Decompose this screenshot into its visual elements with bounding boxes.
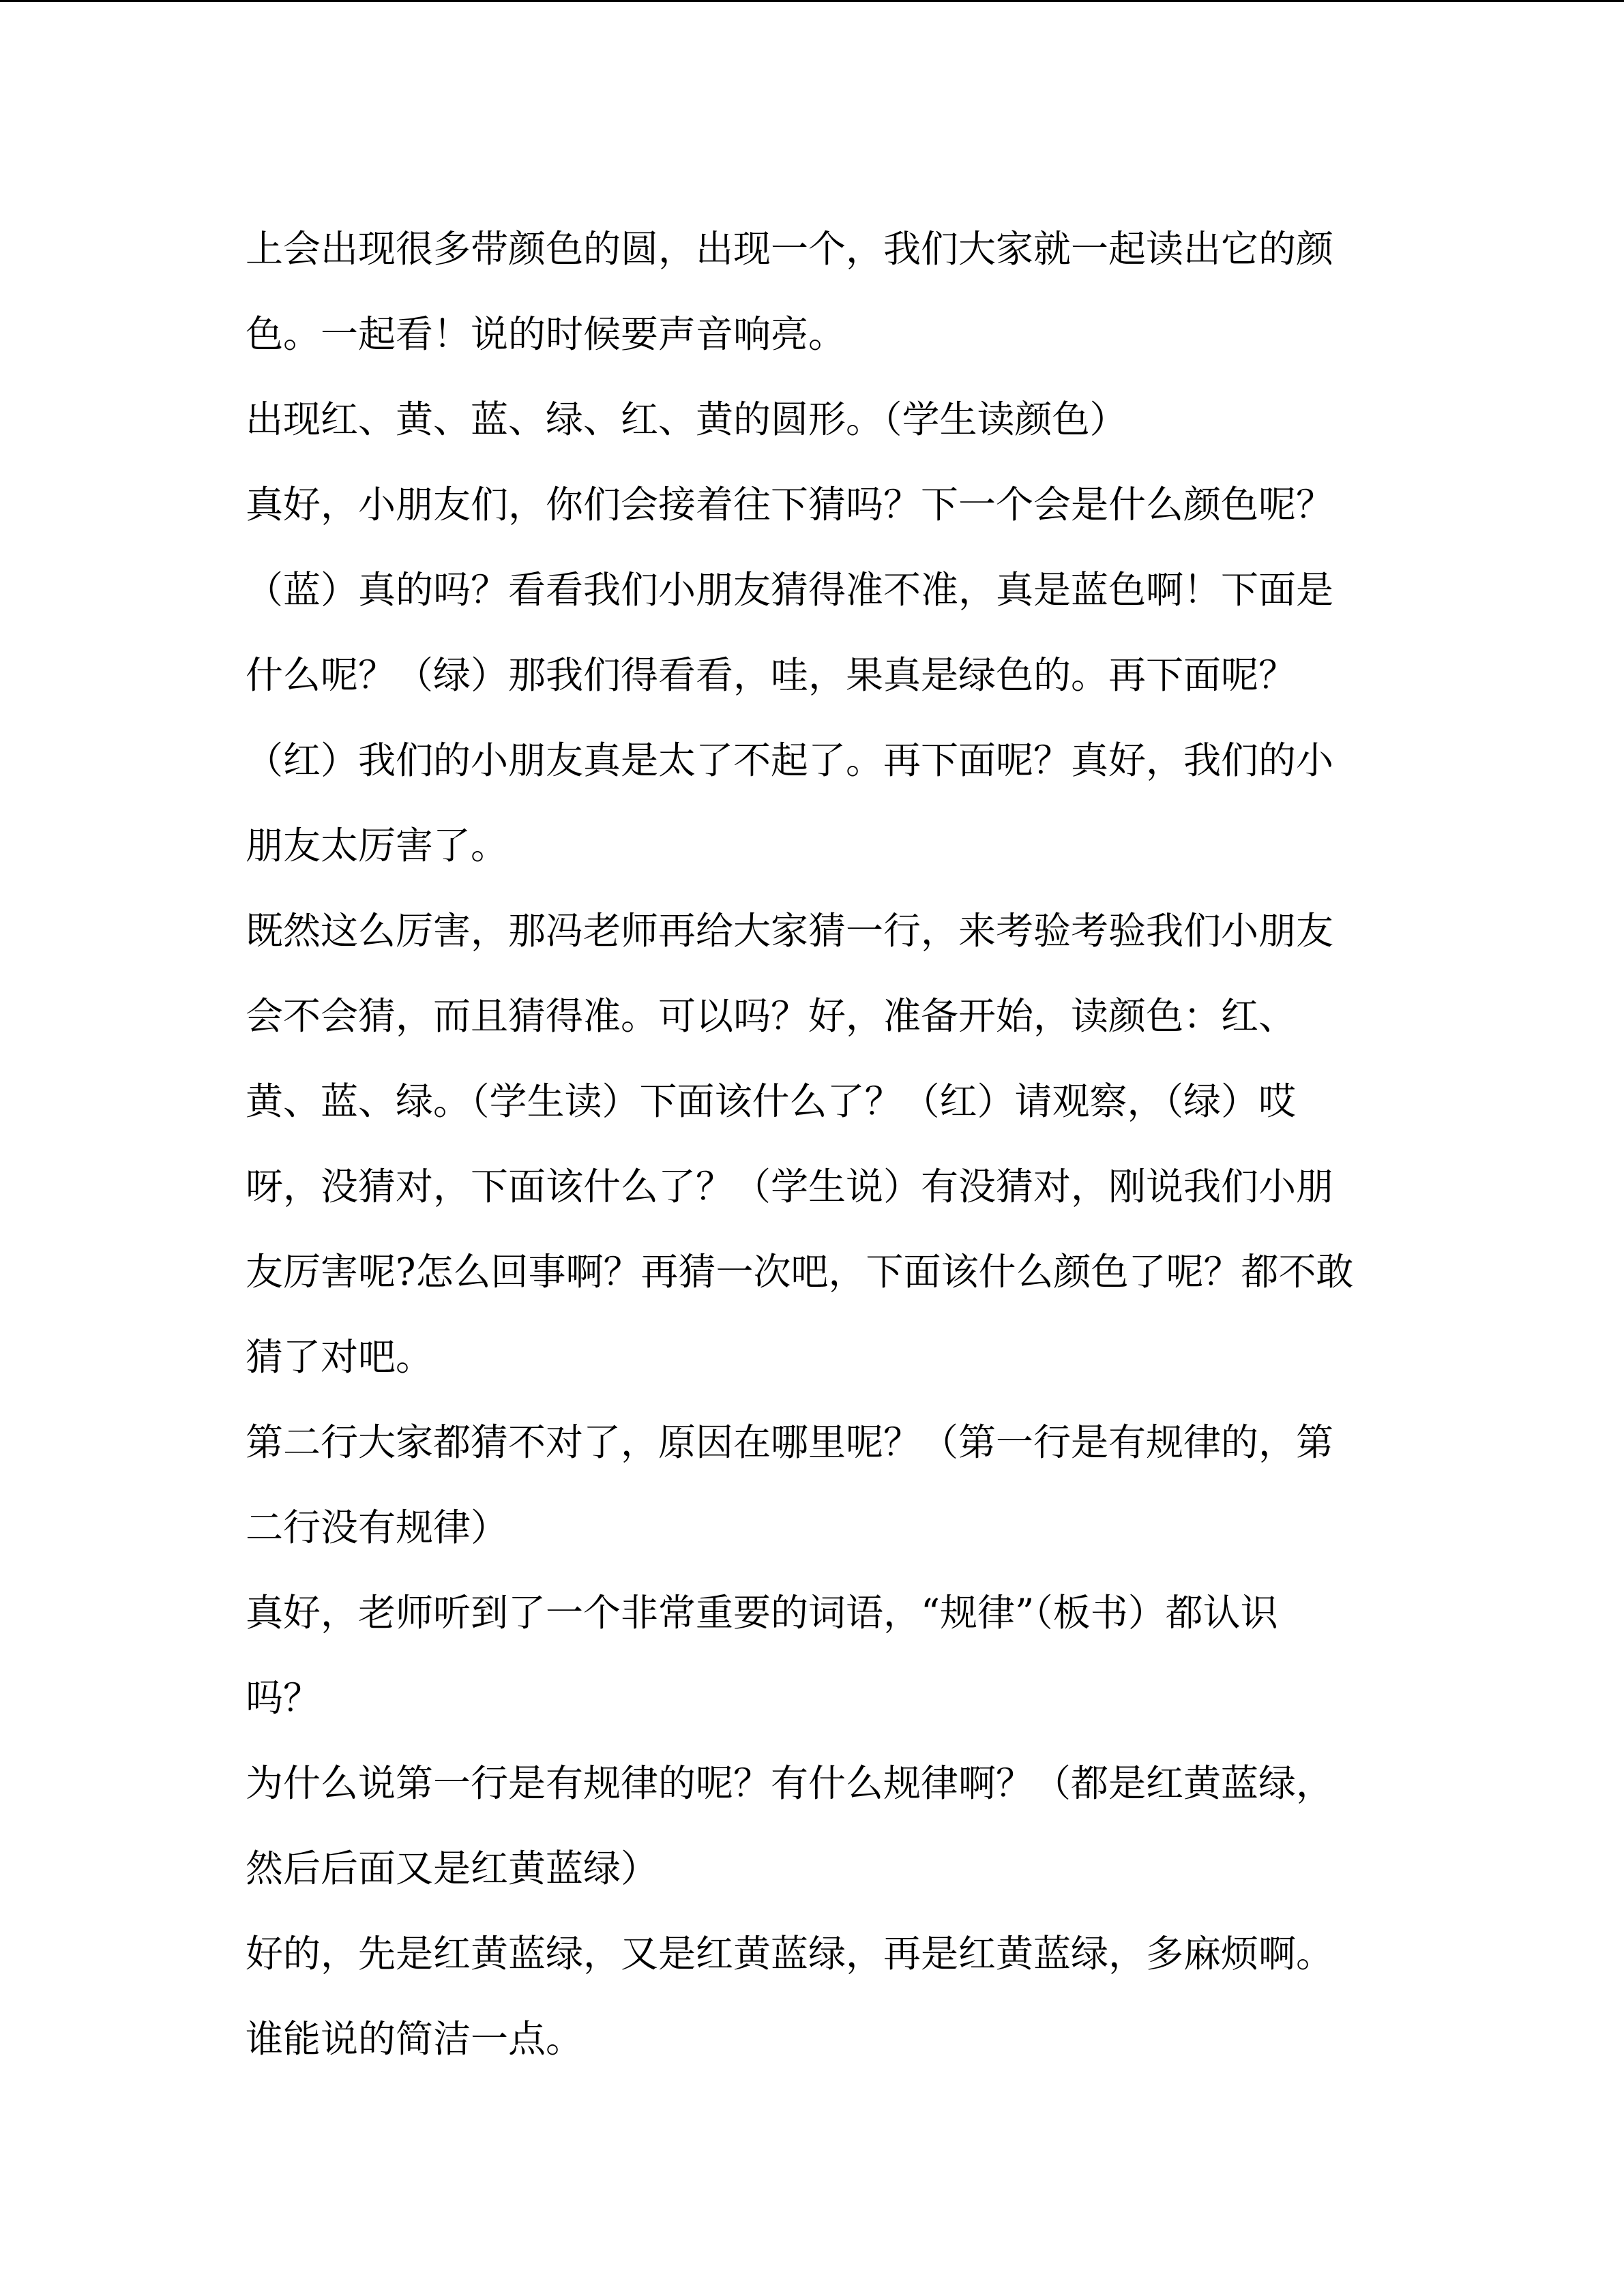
text-line: 猜了对吧。 [246, 1335, 434, 1379]
text-line: 会不会猜，而且猜得准。可以吗？好，准备开始，读颜色：红、 [246, 994, 1297, 1038]
text-line: 谁能说的简洁一点。 [246, 2017, 584, 2061]
text-line: 友厉害呢?怎么回事啊？再猜一次吧，下面该什么颜色了呢？都不敢 [246, 1250, 1354, 1294]
text-line: （蓝）真的吗？看看我们小朋友猜得准不准，真是蓝色啊！下面是 [246, 568, 1334, 612]
text-line: 色。一起看！说的时候要声音响亮。 [246, 312, 846, 356]
document-body [246, 207, 1378, 2082]
text-line: 真好，老师听到了一个非常重要的词语，“规律”（板书）都认识 [246, 1591, 1278, 1635]
text-line: 呀，没猜对，下面该什么了？（学生说）有没猜对，刚说我们小朋 [246, 1165, 1334, 1208]
text-line: 出现红、黄、蓝、绿、红、黄的圆形。（学生读颜色） [246, 398, 1127, 441]
text-line: 然后后面又是红黄蓝绿） [246, 1847, 659, 1890]
text-line: 吗？ [246, 1676, 321, 1720]
text-line: 真好，小朋友们，你们会接着往下猜吗？下一个会是什么颜色呢？ [246, 483, 1334, 526]
text-line: 朋友太厉害了。 [246, 824, 509, 867]
text-line: 黄、蓝、绿。（学生读）下面该什么了？（红）请观察，（绿）哎 [246, 1079, 1297, 1123]
text-line: 上会出现很多带颜色的圆，出现一个，我们大家就一起读出它的颜 [246, 227, 1334, 271]
text-line: 什么呢？（绿）那我们得看看，哇，果真是绿色的。再下面呢？ [246, 653, 1297, 697]
text-line: 为什么说第一行是有规律的呢？有什么规律啊？（都是红黄蓝绿， [246, 1761, 1334, 1805]
text-line: 好的，先是红黄蓝绿，又是红黄蓝绿，再是红黄蓝绿，多麻烦啊。 [246, 1932, 1334, 1976]
text-line: 既然这么厉害，那冯老师再给大家猜一行，来考验考验我们小朋友 [246, 909, 1334, 953]
text-line: （红）我们的小朋友真是太了不起了。再下面呢？真好，我们的小 [246, 739, 1334, 782]
text-line: 第二行大家都猜不对了，原因在哪里呢？（第一行是有规律的，第 [246, 1420, 1334, 1464]
text-line: 二行没有规律） [246, 1506, 509, 1549]
